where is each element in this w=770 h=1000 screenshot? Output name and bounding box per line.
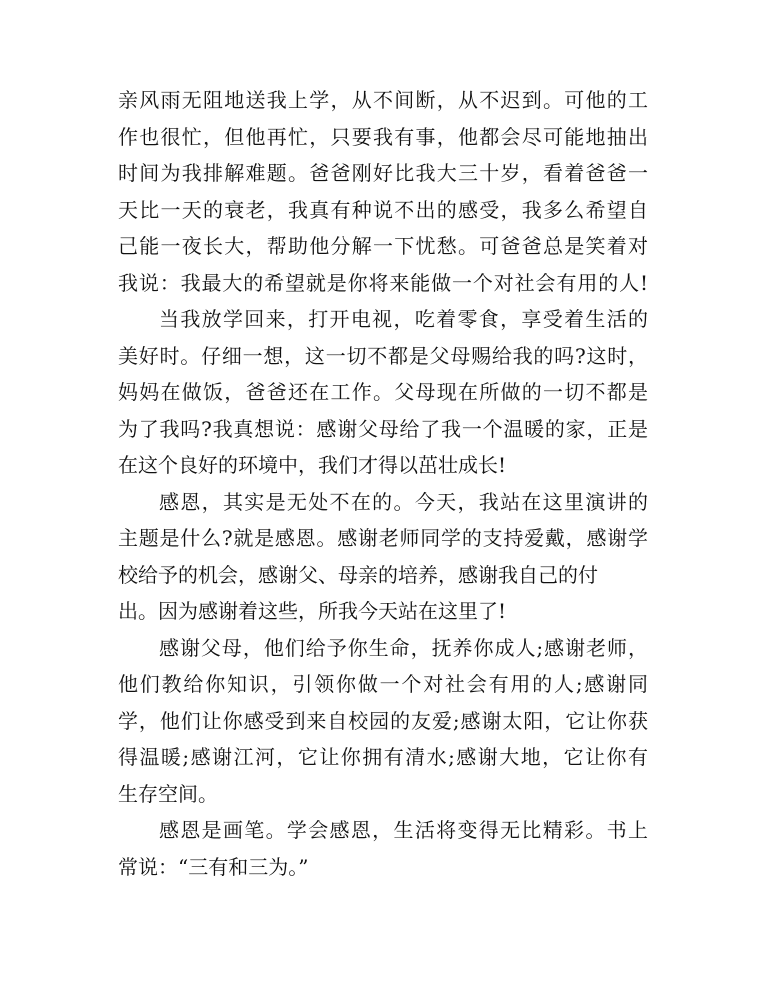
text-line: 己能一夜长大，帮助他分解一下忧愁。可爸爸总是笑着对 xyxy=(118,234,648,258)
document-body xyxy=(118,82,648,885)
text-line: 校给予的机会，感谢父、母亲的培养，感谢我自己的付 xyxy=(118,562,598,587)
text-line: 感谢父母，他们给予你生命，抚养你成人;感谢老师， xyxy=(159,635,648,660)
text-line: 感恩是画笔。学会感恩，生活将变得无比精彩。书上 xyxy=(159,818,648,842)
text-line: 天比一天的衰老，我真有种说不出的感受，我多么希望自 xyxy=(118,197,648,222)
text-line: 美好时。仔细一想，这一切不都是父母赐给我的吗?这时， xyxy=(118,343,648,368)
text-line: 生存空间。 xyxy=(118,781,218,806)
text-line: 感恩，其实是无处不在的。今天，我站在这里演讲的 xyxy=(159,489,648,514)
text-line: 在这个良好的环境中，我们才得以茁壮成长! xyxy=(118,453,507,477)
text-line: 作也很忙，但他再忙，只要我有事，他都会尽可能地抽出 xyxy=(118,124,648,149)
text-line: 主题是什么?就是感恩。感谢老师同学的支持爱戴，感谢学 xyxy=(118,526,648,550)
text-line: 学，他们让你感受到来自校园的友爱;感谢太阳，它让你获 xyxy=(118,708,648,733)
text-line: 我说：我最大的希望就是你将来能做一个对社会有用的人! xyxy=(118,270,648,295)
text-line: 亲风雨无阻地送我上学，从不间断，从不迟到。可他的工 xyxy=(118,88,648,112)
text-line: 常说：“三有和三为。” xyxy=(118,854,309,879)
text-line: 出。因为感谢着这些，所我今天站在这里了! xyxy=(118,599,507,623)
text-line: 得温暖;感谢江河，它让你拥有清水;感谢大地，它让你有 xyxy=(118,745,648,769)
text-line: 当我放学回来，打开电视，吃着零食，享受着生活的 xyxy=(159,307,648,331)
text-line: 时间为我排解难题。爸爸刚好比我大三十岁，看着爸爸一 xyxy=(118,161,648,185)
text-line: 他们教给你知识，引领你做一个对社会有用的人;感谢同 xyxy=(118,672,648,696)
text-line: 为了我吗?我真想说：感谢父母给了我一个温暖的家，正是 xyxy=(118,416,648,441)
text-line: 妈妈在做饭，爸爸还在工作。父母现在所做的一切不都是 xyxy=(118,380,648,404)
